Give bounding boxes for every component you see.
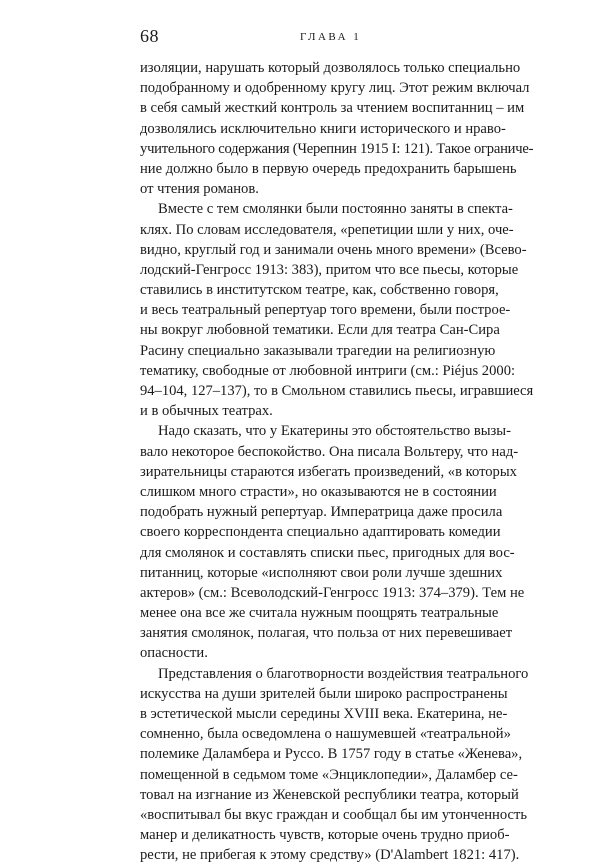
text-line: ние должно было в первую очередь предохранить барышень <box>140 160 517 177</box>
text-line: Вместе с тем смолянки были постоянно заняты в спекта- <box>158 201 513 218</box>
text-line: искусства на души зрителей были широко распространены <box>140 685 508 702</box>
text-line: дозволялись исключительно книги исторического и нраво- <box>140 120 506 137</box>
text-line: подобрать нужный репертуар. Императрица даже просила <box>140 504 503 521</box>
text-line: и в обычных театрах. <box>140 403 273 420</box>
text-line: товал на изгнание из Женевской республики театра, который <box>140 786 519 803</box>
paragraph <box>140 199 533 421</box>
text-line: для смолянок и составлять списки пьес, пригодных для вос- <box>140 544 515 561</box>
text-line: тематику, свободные от любовной интриги (см.: Piéjus 2000: <box>140 362 516 379</box>
text-line: манер и деликатность чувств, которые очень трудно приоб- <box>140 827 510 844</box>
text-line: учительного содержания (Черепнин 1915 I: 121). Такое ограниче- <box>140 140 534 157</box>
running-head: ГЛАВА 1 <box>300 31 362 43</box>
text-line: ны вокруг любовной тематики. Если для театра Сан-Сира <box>140 322 500 339</box>
text-line: зирательницы стараются избегать произведений, «в которых <box>140 463 517 480</box>
text-line: занятия смолянок, полагая, что польза от них перевешивает <box>140 625 513 642</box>
page-number: 68 <box>140 26 159 46</box>
text-line: опасности. <box>140 645 208 662</box>
text-line: менее она все же считала нужным поощрять театральные <box>140 605 499 622</box>
text-line: рести, не прибегая к этому средству» (D'Alambert 1821: 417). <box>140 847 520 864</box>
text-line: в эстетической мысли середины XVIII века. Екатерина, не- <box>140 706 508 722</box>
text-line: актеров» (см.: Всеволодский-Генгросс 1913: 374–379). Тем не <box>140 584 525 601</box>
text-line: видно, круглый год и занимали очень много времени» (Всево- <box>140 241 527 258</box>
text-line: сомненно, была осведомлена о нашумевшей «театральной» <box>140 726 511 743</box>
text-line: полемике Даламбера и Руссо. В 1757 году в статье «Женева», <box>140 746 523 763</box>
text-line: от чтения романов. <box>140 181 259 198</box>
text-line: Надо сказать, что у Екатерины это обстоятельство вызы- <box>158 423 511 440</box>
text-line: ставились в институтском театре, как, собственно говоря, <box>140 282 499 299</box>
text-line: лодский-Генгросс 1913: 383), притом что все пьесы, которые <box>140 261 519 278</box>
text-line: 94–104, 127–137), то в Смольном ставились пьесы, игравшиеся <box>140 383 534 399</box>
text-line: вало некоторое беспокойство. Она писала Вольтеру, что над- <box>140 443 519 460</box>
text-line: Представления о благотворности воздействия театрального <box>158 665 529 682</box>
text-line: клях. По словам исследователя, «репетиции шли у них, оче- <box>140 221 514 238</box>
text-line: помещенной в седьмом томе «Энциклопедии», Даламбер се- <box>140 766 518 783</box>
text-line: питанниц, которые «исполняют свои роли лучше здешних <box>140 564 503 581</box>
text-line: своего корреспондента специально адаптировать комедии <box>140 524 501 541</box>
text-line: изоляции, нарушать который дозволялось только специально <box>140 60 521 76</box>
text-line: в себя самый жесткий контроль за чтением воспитанниц – им <box>140 100 525 117</box>
paragraph <box>140 421 533 663</box>
body-text <box>140 58 533 866</box>
paragraph <box>140 58 533 199</box>
text-line: и весь театральный репертуар того времени, были построе- <box>140 302 511 319</box>
text-line: слишком много страсти», но оказываются не в состоянии <box>140 483 497 500</box>
text-line: подобранному и одобренному кругу лиц. Этот режим включал <box>140 80 530 97</box>
paragraph <box>140 664 533 866</box>
text-line: «воспитывал бы вкус граждан и сообщал бы им утонченность <box>140 806 528 823</box>
text-line: Расину специально заказывали трагедии на религиозную <box>140 342 496 359</box>
